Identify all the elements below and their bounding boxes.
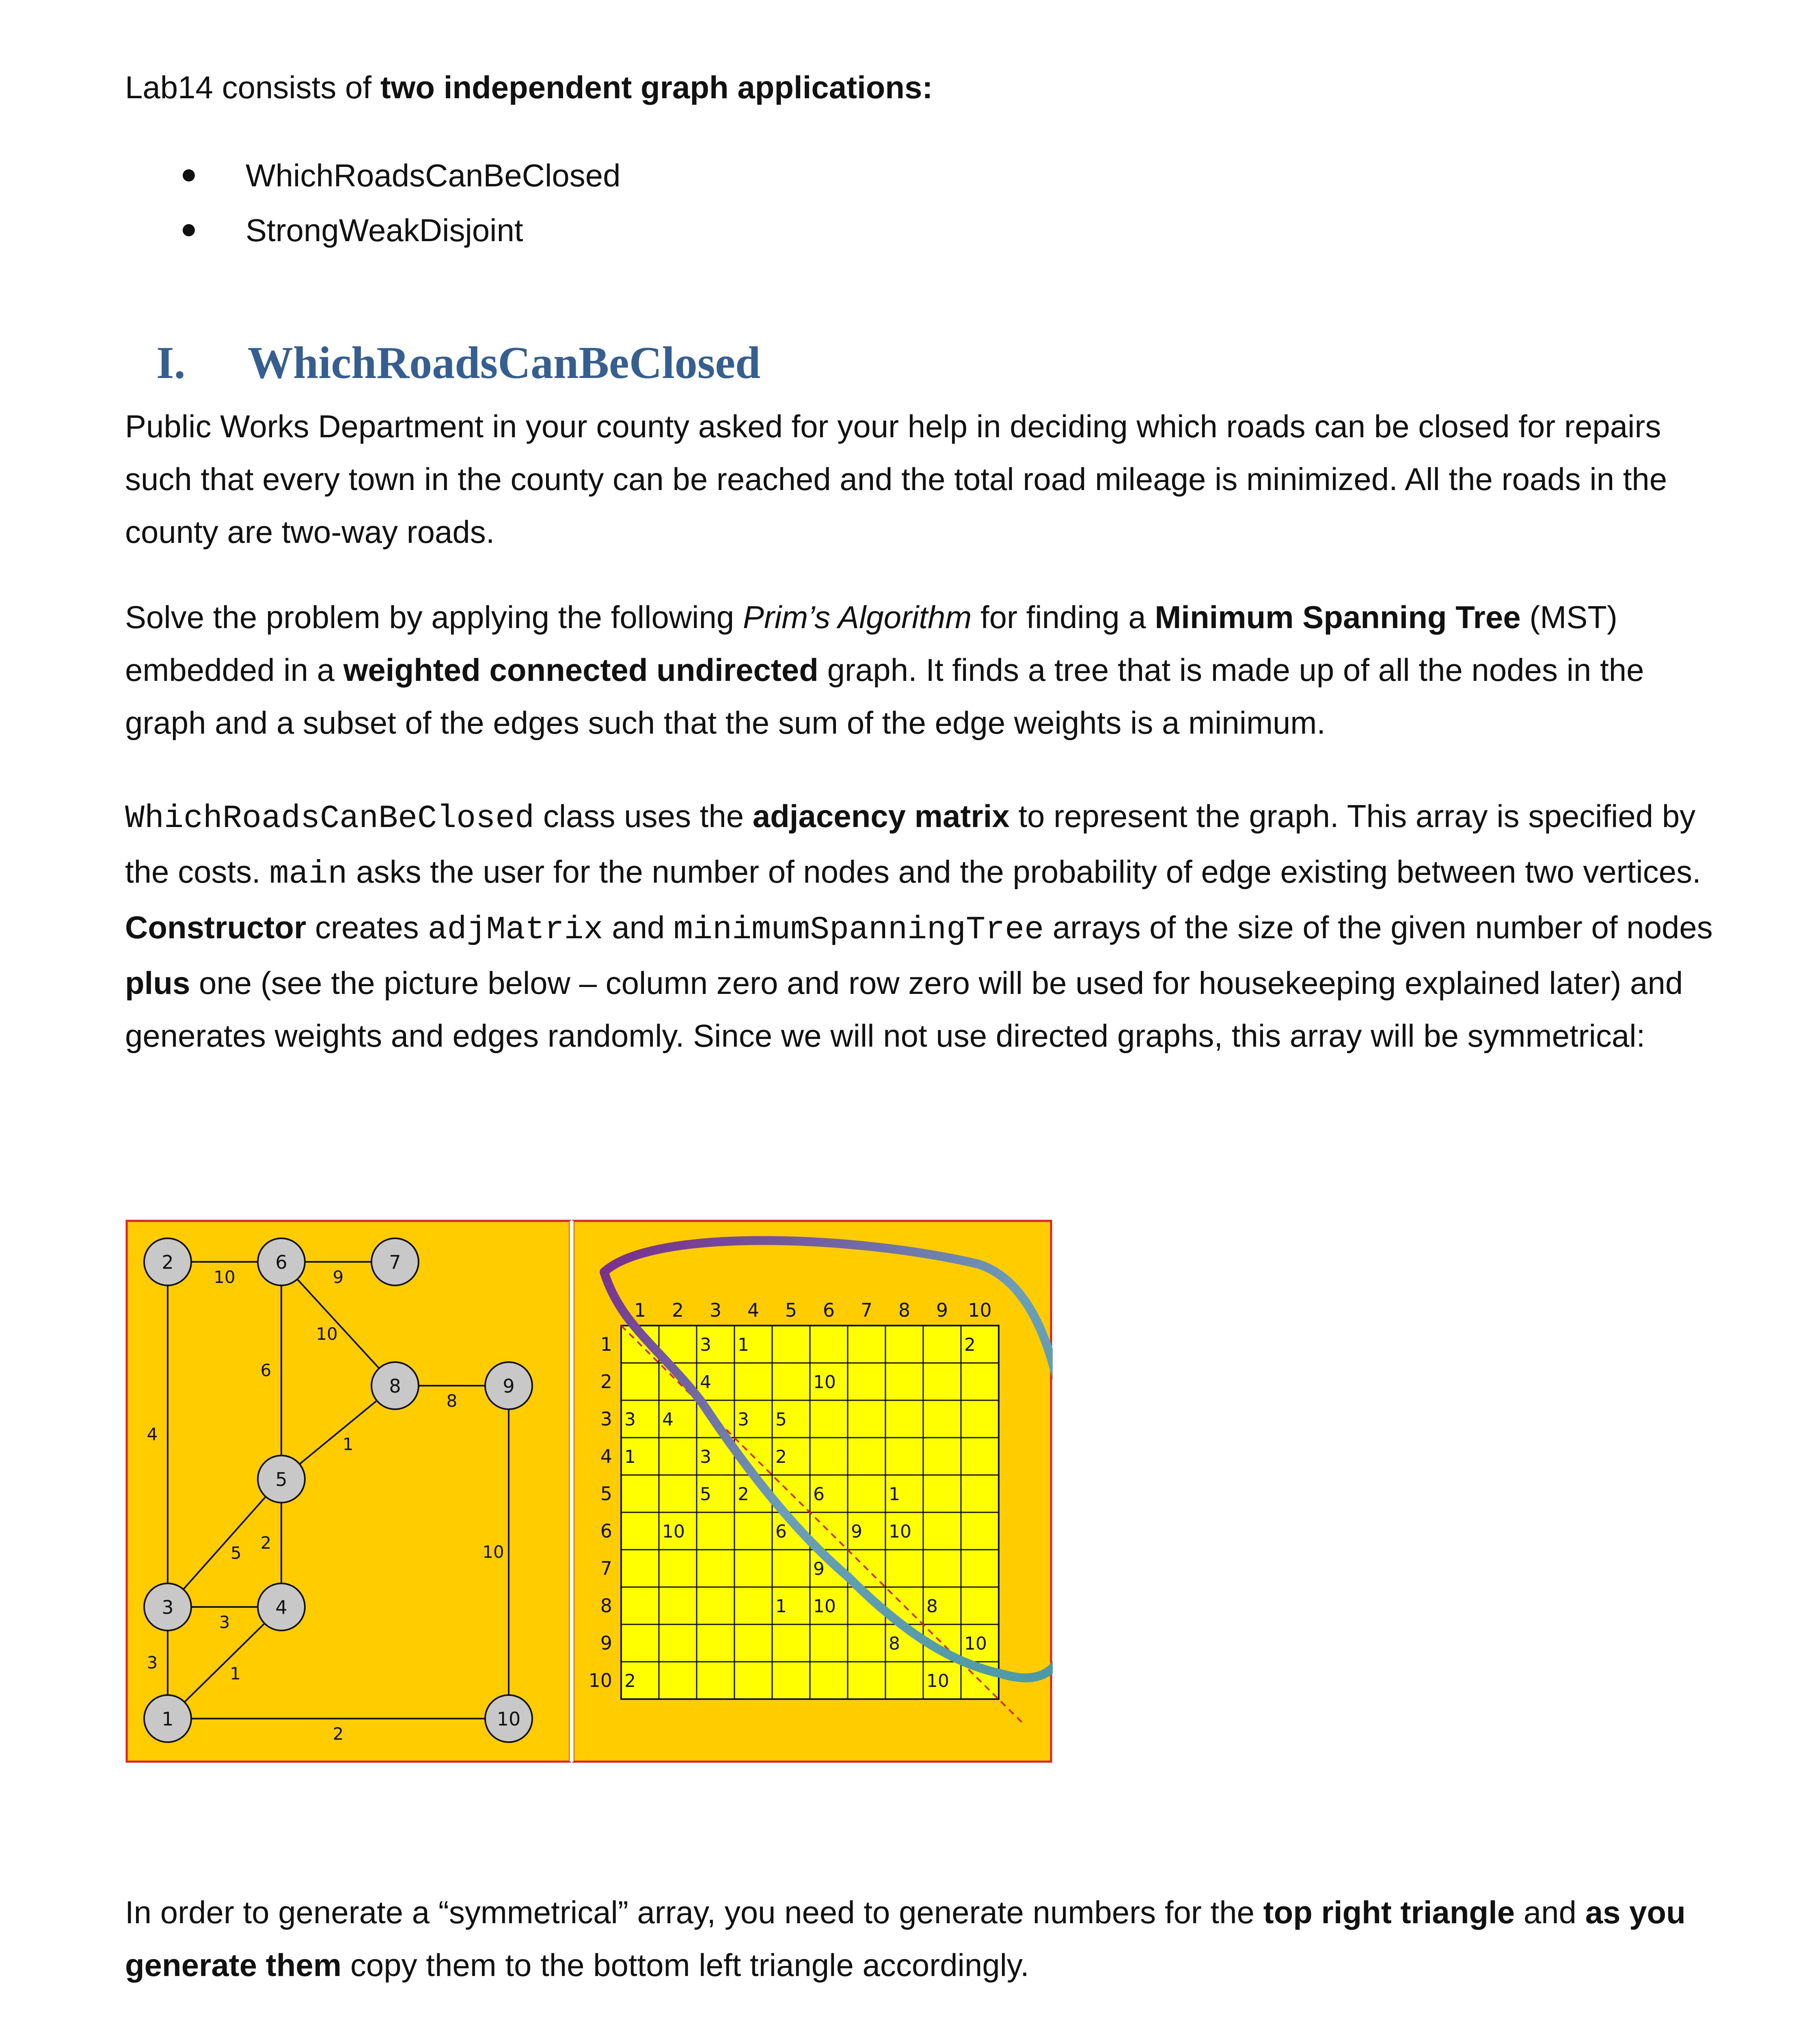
matrix-col-header: 6 xyxy=(823,1299,835,1321)
graph-node-label: 10 xyxy=(497,1708,521,1730)
matrix-cell-value: 5 xyxy=(775,1409,787,1430)
edge-weight-label: 3 xyxy=(219,1612,230,1632)
paragraph-symmetric: In order to generate a “symmetrical” array, you need to generate numbers for the top right triangle and as you generate them copy them to the bottom left triangle accordingly. xyxy=(125,1894,1686,1983)
matrix-cell-value: 1 xyxy=(738,1335,749,1355)
graph-node-label: 1 xyxy=(162,1708,174,1730)
graph-node-label: 8 xyxy=(389,1375,401,1397)
matrix-cell-value: 2 xyxy=(624,1671,636,1691)
matrix-cell-value: 6 xyxy=(775,1521,787,1542)
matrix-cell-value: 2 xyxy=(738,1484,749,1505)
matrix-cell-value: 4 xyxy=(700,1372,711,1393)
edge-weight-label: 2 xyxy=(332,1724,344,1744)
intro-bold: two independent graph applications: xyxy=(380,69,933,105)
matrix-cell-value: 8 xyxy=(889,1633,900,1654)
application-item: StrongWeakDisjoint xyxy=(183,203,620,258)
matrix-cell-value: 1 xyxy=(889,1484,900,1505)
edge-weight-label: 1 xyxy=(230,1663,241,1684)
edge-weight-label: 8 xyxy=(446,1391,458,1411)
graph-node-label: 6 xyxy=(275,1251,287,1273)
matrix-cell-value: 3 xyxy=(738,1409,749,1430)
matrix-col-header: 9 xyxy=(936,1299,948,1321)
edge-weight-label: 4 xyxy=(147,1424,158,1444)
matrix-cell-value: 9 xyxy=(851,1521,862,1542)
edge-weight-label: 3 xyxy=(147,1652,158,1673)
matrix-row-header: 7 xyxy=(600,1557,612,1579)
matrix-cell-value: 4 xyxy=(662,1409,674,1430)
intro-line xyxy=(125,61,1733,114)
matrix-row-header: 6 xyxy=(600,1520,612,1542)
matrix-row-header: 4 xyxy=(600,1445,612,1467)
paragraph-steps-intro xyxy=(125,2024,1733,2030)
matrix-row-header: 9 xyxy=(600,1632,612,1654)
matrix-col-header: 1 xyxy=(634,1299,646,1321)
matrix-cell-value: 10 xyxy=(889,1521,911,1542)
paragraph-problem: Public Works Department in your county asked for your help in deciding which roads can be closed for repairs such that every town in the county can be reached and the total road mileage is minimized. All the roads in the county are two-way roads. xyxy=(125,408,1667,550)
matrix-cell-value: 3 xyxy=(624,1409,636,1430)
matrix-row-header: 1 xyxy=(600,1333,612,1355)
graph-node-label: 9 xyxy=(503,1375,515,1397)
graph-node-label: 7 xyxy=(389,1251,401,1273)
matrix-col-header: 3 xyxy=(709,1299,722,1321)
matrix-cell-value: 8 xyxy=(926,1596,938,1617)
matrix-cell-value: 1 xyxy=(775,1596,787,1617)
application-item: WhichRoadsCanBeClosed xyxy=(183,148,620,203)
matrix-col-header: 7 xyxy=(860,1299,873,1321)
graph-panel xyxy=(127,1221,570,1762)
matrix-col-header: 10 xyxy=(968,1299,992,1321)
graph-figure-svg xyxy=(125,1219,1053,1763)
edge-weight-label: 9 xyxy=(332,1267,344,1287)
edge-weight-label: 10 xyxy=(482,1542,504,1562)
section-title: WhichRoadsCanBeClosed xyxy=(248,338,761,388)
matrix-cell-value: 2 xyxy=(964,1335,976,1355)
matrix-cell-value: 3 xyxy=(700,1335,711,1355)
matrix-cell-value: 10 xyxy=(926,1671,949,1691)
edge-weight-label: 5 xyxy=(231,1543,242,1563)
section-heading xyxy=(156,337,760,389)
graph-node-label: 3 xyxy=(162,1596,174,1618)
matrix-cell-value: 1 xyxy=(624,1447,636,1467)
matrix-cell-value: 9 xyxy=(813,1559,825,1579)
graph-node-label: 5 xyxy=(275,1469,287,1490)
matrix-cell-value: 10 xyxy=(964,1633,987,1654)
edge-weight-label: 6 xyxy=(260,1360,272,1380)
matrix-row-header: 8 xyxy=(600,1595,612,1617)
matrix-cell-value: 3 xyxy=(700,1447,711,1467)
matrix-row-header: 10 xyxy=(588,1669,612,1691)
matrix-col-header: 8 xyxy=(898,1299,911,1321)
matrix-cell-value: 2 xyxy=(775,1447,787,1467)
matrix-cell-value: 10 xyxy=(813,1372,836,1393)
matrix-cell-value: 10 xyxy=(662,1521,685,1542)
applications-list xyxy=(183,148,620,258)
graph-node-label: 2 xyxy=(162,1251,174,1273)
matrix-cell-value: 6 xyxy=(813,1484,825,1505)
intro-text: Lab14 consists of xyxy=(125,69,380,105)
matrix-col-header: 5 xyxy=(785,1299,797,1321)
matrix-row-header: 5 xyxy=(600,1483,612,1505)
matrix-cell-value: 5 xyxy=(700,1484,711,1505)
matrix-col-header: 4 xyxy=(747,1299,760,1321)
matrix-row-header: 3 xyxy=(600,1408,612,1430)
matrix-row-header: 2 xyxy=(600,1371,612,1393)
paragraph-matrix: WhichRoadsCanBeClosed class uses the adjacency matrix to represent the graph. This array is specified by the costs. main asks the user for the number of nodes and the probability of edge existing between two vertices. Constructor creates adjMatrix and minimumSpanningTree arrays of the size of the given number of nodes plus one (see the picture below – column zero and row zero will be used for housekeeping explained later) and generates weights and edges randomly. Since we will not use directed graphs, this array will be symmetrical: xyxy=(125,798,1713,1054)
edge-weight-label: 10 xyxy=(316,1324,338,1344)
paragraph-prim: Solve the problem by applying the following Prim’s Algorithm for finding a Minimum Spanning Tree (MST) embedded in a weighted connected undirected graph. It finds a tree that is made up of all the nodes in the graph and a subset of the edges such that the sum of the edge weights is a minimum. xyxy=(125,599,1644,741)
edge-weight-label: 10 xyxy=(214,1267,235,1287)
matrix-col-header: 2 xyxy=(671,1299,684,1321)
edge-weight-label: 2 xyxy=(260,1533,272,1553)
matrix-cell-value: 10 xyxy=(813,1596,836,1617)
section-number: I. xyxy=(156,338,186,388)
edge-weight-label: 1 xyxy=(342,1434,354,1454)
graph-node-label: 4 xyxy=(275,1596,287,1618)
graph-figure xyxy=(125,1219,1053,1763)
